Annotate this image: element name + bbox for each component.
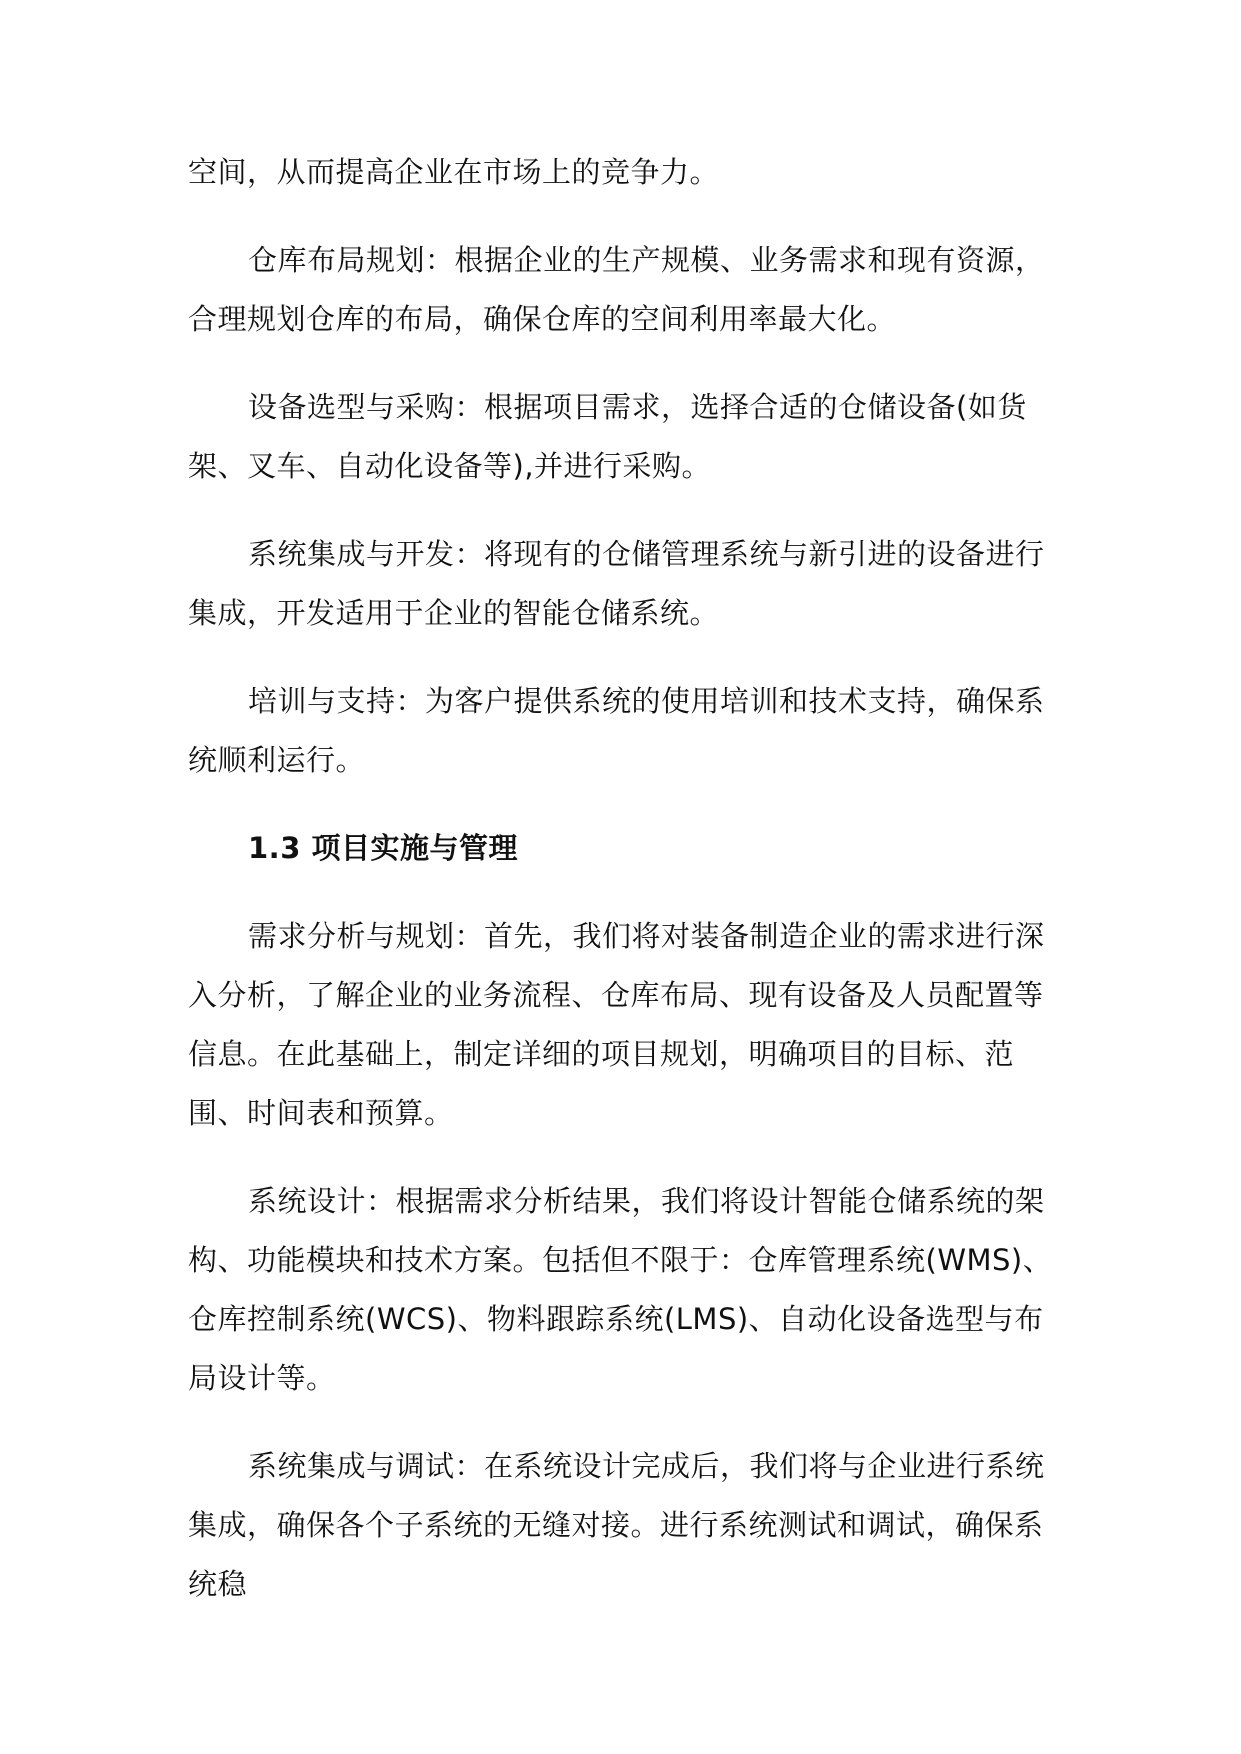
paragraph-requirements-analysis: 需求分析与规划：首先，我们将对装备制造企业的需求进行深入分析，了解企业的业务流程、仓库布局、现有设备及人员配置等信息。在此基础上，制定详细的项目规划，明确项目的目标、范围、时间表和预算。 bbox=[188, 919, 1045, 1130]
section-heading: 1.3 项目实施与管理 bbox=[248, 831, 518, 865]
paragraph-continuation: 空间，从而提高企业在市场上的竞争力。 bbox=[188, 155, 720, 189]
paragraph-integration-debugging: 系统集成与调试：在系统设计完成后，我们将与企业进行系统集成，确保各个子系统的无缝对接。进行系统测试和调试，确保系统稳 bbox=[188, 1449, 1045, 1601]
paragraph-training-support: 培训与支持：为客户提供系统的使用培训和技术支持，确保系统顺利运行。 bbox=[188, 684, 1045, 777]
paragraph-equipment-selection: 设备选型与采购：根据项目需求，选择合适的仓储设备(如货架、叉车、自动化设备等),并进行采购。 bbox=[188, 390, 1027, 483]
paragraph-system-design: 系统设计：根据需求分析结果，我们将设计智能仓储系统的架构、功能模块和技术方案。包括但不限于：仓库管理系统(WMS)、仓库控制系统(WCS)、物料跟踪系统(LMS)、自动化设备选型与布局设计等。 bbox=[188, 1184, 1053, 1395]
paragraph-system-integration-development: 系统集成与开发：将现有的仓储管理系统与新引进的设备进行集成，开发适用于企业的智能仓储系统。 bbox=[188, 537, 1045, 630]
document-body bbox=[188, 143, 1064, 1643]
paragraph-warehouse-layout: 仓库布局规划：根据企业的生产规模、业务需求和现有资源，合理规划仓库的布局，确保仓库的空间利用率最大化。 bbox=[188, 243, 1045, 336]
